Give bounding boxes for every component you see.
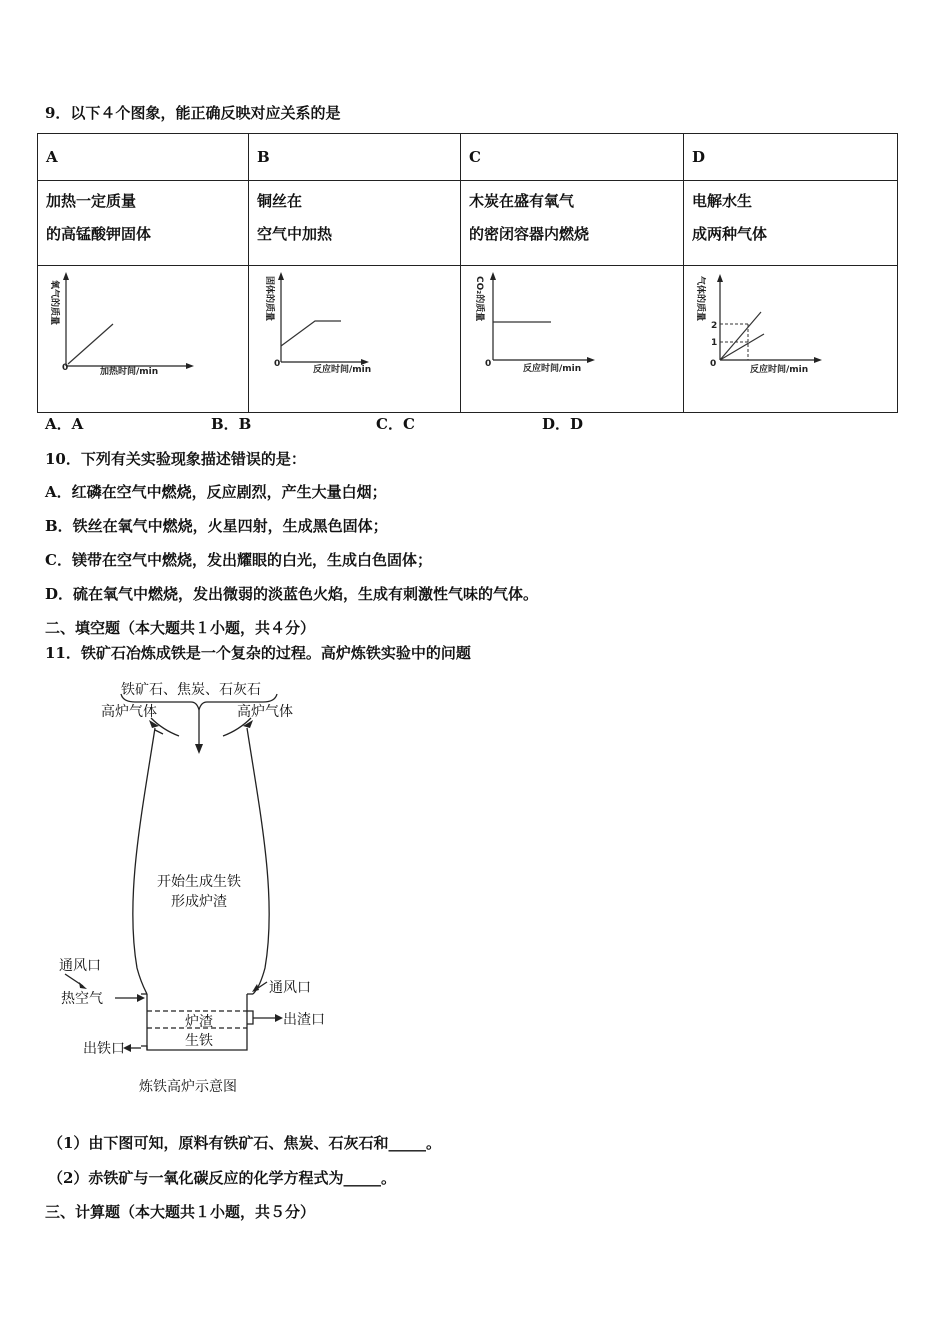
graph-b — [249, 266, 461, 412]
graph-a-cell — [38, 266, 249, 413]
blast-furnace-figure — [55, 678, 345, 1103]
col-c-desc: 木炭在盛有氧气 的密闭容器内燃烧 — [461, 181, 684, 266]
graph-d-origin: 0 — [710, 359, 717, 369]
col-b-letter: B — [249, 134, 461, 181]
q9-option-b: B．B — [211, 415, 252, 433]
fig-top-label: 铁矿石、焦炭、石灰石 — [121, 682, 261, 698]
q9-option-c: C．C — [376, 415, 415, 433]
fig-iron-out: 出铁口 — [83, 1041, 125, 1057]
graph-c-origin: 0 — [485, 359, 492, 369]
graph-c — [461, 266, 684, 412]
section-3-heading: 三、计算题（本大题共１小题，共５分） — [45, 1203, 316, 1221]
q10-option-c: C．镁带在空气中燃烧，发出耀眼的白光，生成白色固体； — [45, 551, 432, 569]
hot-air-arrowhead — [137, 994, 145, 1002]
col-c-letter: C — [461, 134, 684, 181]
fig-slag-out: 出渣口 — [283, 1012, 325, 1028]
fig-inner-1: 开始生成生铁 — [157, 874, 241, 890]
graph-c-xlabel: 反应时间/min — [523, 364, 582, 374]
graph-c-ylabel: CO₂的质量 — [474, 276, 484, 322]
fig-vent-left: 通风口 — [59, 958, 101, 974]
q9-stem: 9．以下４个图象，能正确反映对应关系的是 — [45, 104, 341, 122]
section-2-heading: 二、填空题（本大题共１小题，共４分） — [45, 619, 316, 637]
fig-slag: 炉渣 — [185, 1014, 213, 1030]
q9-table — [37, 133, 898, 413]
fig-hot-air: 热空气 — [61, 991, 103, 1007]
graph-d-line-1 — [720, 312, 761, 360]
col-b-desc: 铜丝在 空气中加热 — [249, 181, 461, 266]
graph-d — [684, 266, 898, 412]
graph-c-cell — [461, 266, 684, 413]
graph-b-origin: 0 — [274, 359, 281, 369]
fig-inner-2: 形成炉渣 — [171, 894, 227, 910]
fig-gas-left: 高炉气体 — [101, 704, 157, 720]
graph-b-line — [281, 321, 341, 346]
fig-caption: 炼铁高炉示意图 — [139, 1079, 237, 1095]
graph-a-line — [68, 324, 113, 364]
graph-b-ylabel: 固体的质量 — [264, 276, 274, 322]
graph-d-ylabel: 气体的质量 — [695, 276, 705, 322]
q10-option-a: A．红磷在空气中燃烧，反应剧烈，产生大量白烟； — [45, 483, 387, 501]
q11-sub-2: （2）赤铁矿与一氧化碳反应的化学方程式为_____。 — [48, 1169, 396, 1187]
feed-arrow — [195, 744, 203, 754]
col-d-desc: 电解水生 成两种气体 — [684, 181, 898, 266]
fig-iron: 生铁 — [185, 1033, 213, 1049]
q10-option-b: B．铁丝在氧气中燃烧，火星四射，生成黑色固体； — [45, 517, 388, 535]
col-d-letter: D — [684, 134, 898, 181]
graph-a — [38, 266, 249, 412]
furnace-left-wall — [133, 728, 155, 994]
furnace-right-wall — [247, 728, 269, 994]
q11-stem: 11．铁矿石冶炼成铁是一个复杂的过程。高炉炼铁实验中的问题 — [45, 644, 471, 662]
q10-option-d: D．硫在氧气中燃烧，发出微弱的淡蓝色火焰，生成有刺激性气味的气体。 — [45, 585, 539, 603]
graph-d-line-2 — [720, 334, 764, 360]
graph-b-xlabel: 反应时间/min — [313, 365, 372, 375]
col-a-letter: A — [38, 134, 249, 181]
graph-a-xlabel: 加热时间/min — [100, 367, 159, 377]
col-a-desc: 加热一定质量 的高锰酸钾固体 — [38, 181, 249, 266]
graph-d-xlabel: 反应时间/min — [750, 365, 809, 375]
graph-a-origin: 0 — [62, 363, 69, 373]
slag-out-arrowhead — [275, 1014, 283, 1022]
q11-sub-1: （1）由下图可知，原料有铁矿石、焦炭、石灰石和_____。 — [48, 1134, 441, 1152]
graph-d-tick-1: 1 — [711, 338, 718, 348]
graph-b-cell — [249, 266, 461, 413]
graph-a-ylabel: 氧气的质量 — [49, 280, 59, 326]
fig-vent-right: 通风口 — [269, 980, 311, 996]
q10-stem: 10．下列有关实验现象描述错误的是： — [45, 450, 306, 468]
fig-gas-right: 高炉气体 — [237, 704, 293, 720]
graph-d-cell — [684, 266, 898, 413]
q9-option-a: A．A — [45, 415, 84, 433]
q9-option-d: D．D — [542, 415, 584, 433]
graph-d-tick-2: 2 — [711, 321, 718, 331]
